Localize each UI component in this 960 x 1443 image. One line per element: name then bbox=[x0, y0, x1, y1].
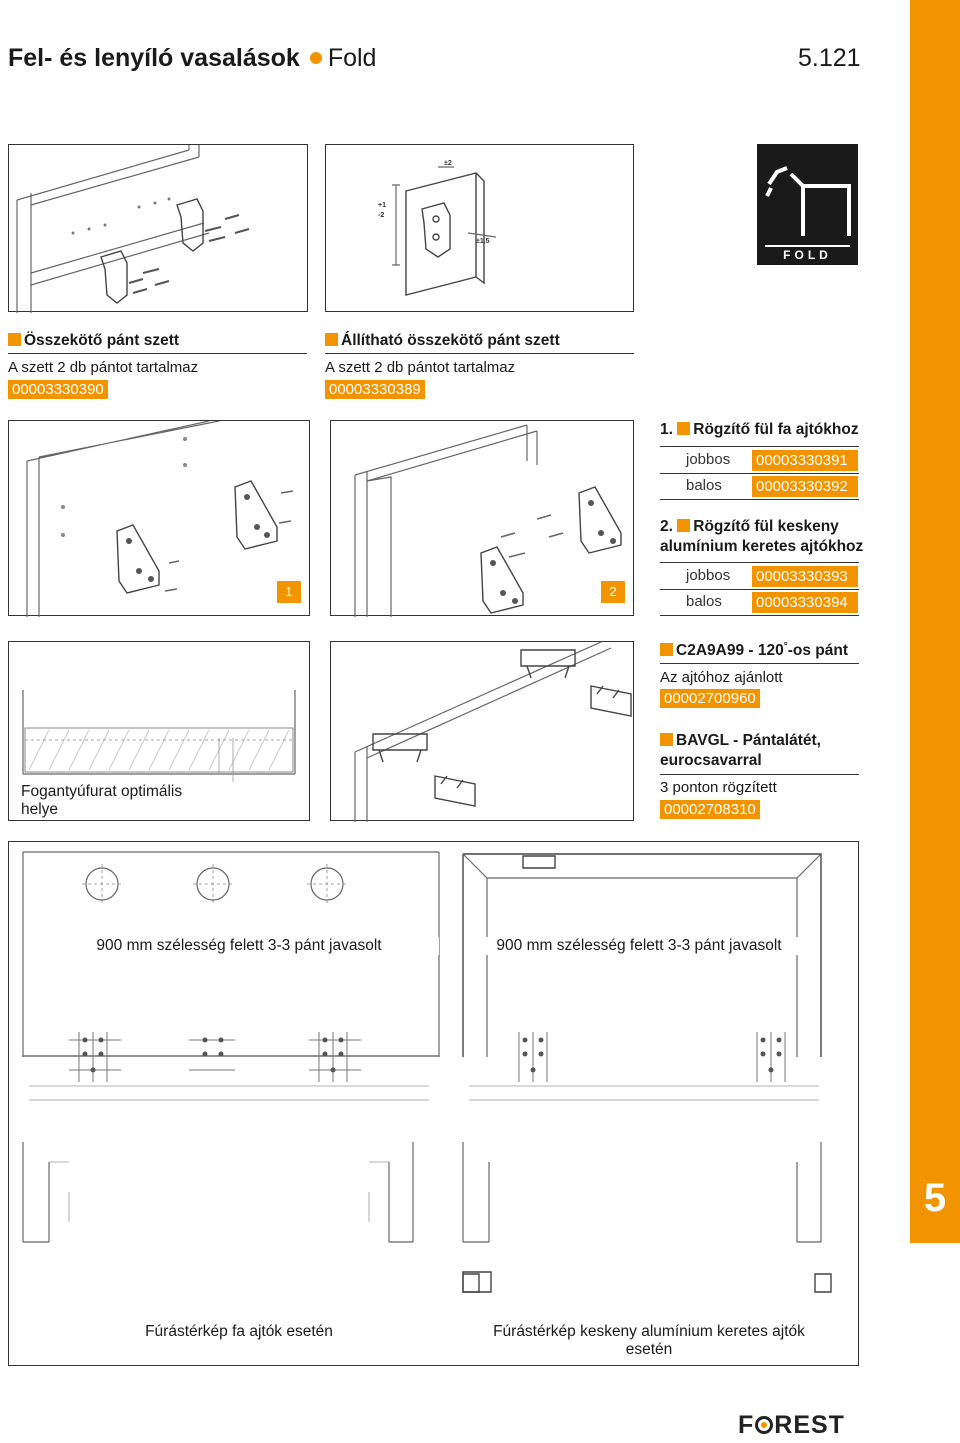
page-number: 5.121 bbox=[798, 44, 861, 72]
bavgl-heading: BAVGL - Pántalátét, eurocsavarral bbox=[660, 731, 859, 775]
rogzito-1-row-right: jobbos 00003330391 bbox=[660, 446, 859, 474]
drill-caption-left: Fúrástérkép fa ajtók esetén bbox=[145, 1323, 333, 1340]
svg-text:+1: +1 bbox=[378, 202, 386, 209]
product-1-code: 00003330390 bbox=[8, 380, 108, 399]
title-main: Fel- és lenyíló vasalások bbox=[8, 44, 300, 72]
fold-logo-icon bbox=[757, 144, 858, 265]
rogzito-2-row-left: balos 00003330394 bbox=[660, 589, 859, 616]
hinge-120-illustration bbox=[330, 641, 634, 821]
hinge-set-illustration bbox=[8, 144, 308, 312]
drill-note-left: 900 mm szélesség felett 3-3 pánt javasolt bbox=[39, 937, 439, 955]
bullet-square-icon bbox=[660, 643, 673, 656]
drilling-template-panel bbox=[8, 841, 859, 1366]
chapter-tab-label: 5 bbox=[923, 1176, 947, 1220]
diagram-number-2: 2 bbox=[601, 581, 625, 603]
adjustable-hinge-illustration bbox=[325, 144, 634, 312]
diagram-number-1: 1 bbox=[277, 581, 301, 603]
hinge-120-code: 00002700960 bbox=[660, 689, 760, 708]
bullet-square-icon bbox=[8, 333, 21, 346]
handle-hole-illustration bbox=[8, 641, 310, 821]
rogzito-2-row-right: jobbos 00003330393 bbox=[660, 562, 859, 590]
bracket-wood-illustration bbox=[8, 420, 310, 616]
aluminium-door-drawing bbox=[463, 854, 831, 1292]
svg-text:-2: -2 bbox=[378, 212, 385, 219]
bullet-square-icon bbox=[677, 422, 690, 435]
hinge-120-heading: C2A9A99 - 120°-os pánt bbox=[660, 641, 859, 664]
rogzito-2-heading: 2. Rögzítő fül keskeny alumínium keretes ajtókhoz bbox=[660, 518, 864, 555]
bavgl-code: 00002708310 bbox=[660, 800, 760, 819]
product-2-desc: A szett 2 db pántot tartalmaz bbox=[325, 359, 516, 376]
fold-logo-text: FOLD bbox=[783, 248, 832, 262]
product-2-code: 00003330389 bbox=[325, 380, 425, 399]
page-title bbox=[8, 44, 376, 73]
drill-caption-right: Fúrástérkép keskeny alumínium keretes ajtók esetén bbox=[493, 1323, 805, 1358]
wood-door-drawing bbox=[23, 852, 491, 1292]
handle-hole-caption: Fogantyúfurat optimális helye bbox=[21, 783, 183, 818]
bracket-aluminium-illustration bbox=[330, 420, 634, 616]
fold-logo bbox=[757, 144, 858, 265]
bullet-square-icon bbox=[677, 519, 690, 532]
title-subtitle: Fold bbox=[327, 44, 377, 72]
rogzito-1-row-left: balos 00003330392 bbox=[660, 473, 859, 500]
product-2-heading: Állítható összekötő pánt szett bbox=[325, 332, 634, 354]
bullet-dot-icon bbox=[310, 52, 322, 64]
forest-logo: F REST bbox=[738, 1411, 845, 1439]
hinge-120-desc: Az ajtóhoz ajánlott bbox=[660, 669, 783, 686]
bullet-square-icon bbox=[660, 733, 673, 746]
svg-text:±2: ±2 bbox=[444, 160, 452, 167]
drill-note-right: 900 mm szélesség felett 3-3 pánt javasolt bbox=[469, 937, 809, 955]
product-1-heading: Összekötő pánt szett bbox=[8, 332, 307, 354]
bavgl-desc: 3 ponton rögzített bbox=[660, 779, 777, 796]
product-1-desc: A szett 2 db pántot tartalmaz bbox=[8, 359, 199, 376]
chapter-tab bbox=[910, 0, 960, 1243]
bullet-square-icon bbox=[325, 333, 338, 346]
svg-text:±1.5: ±1.5 bbox=[476, 238, 490, 245]
forest-logo-icon bbox=[755, 1416, 773, 1434]
rogzito-1-heading: 1. Rögzítő fül fa ajtókhoz bbox=[660, 421, 859, 438]
